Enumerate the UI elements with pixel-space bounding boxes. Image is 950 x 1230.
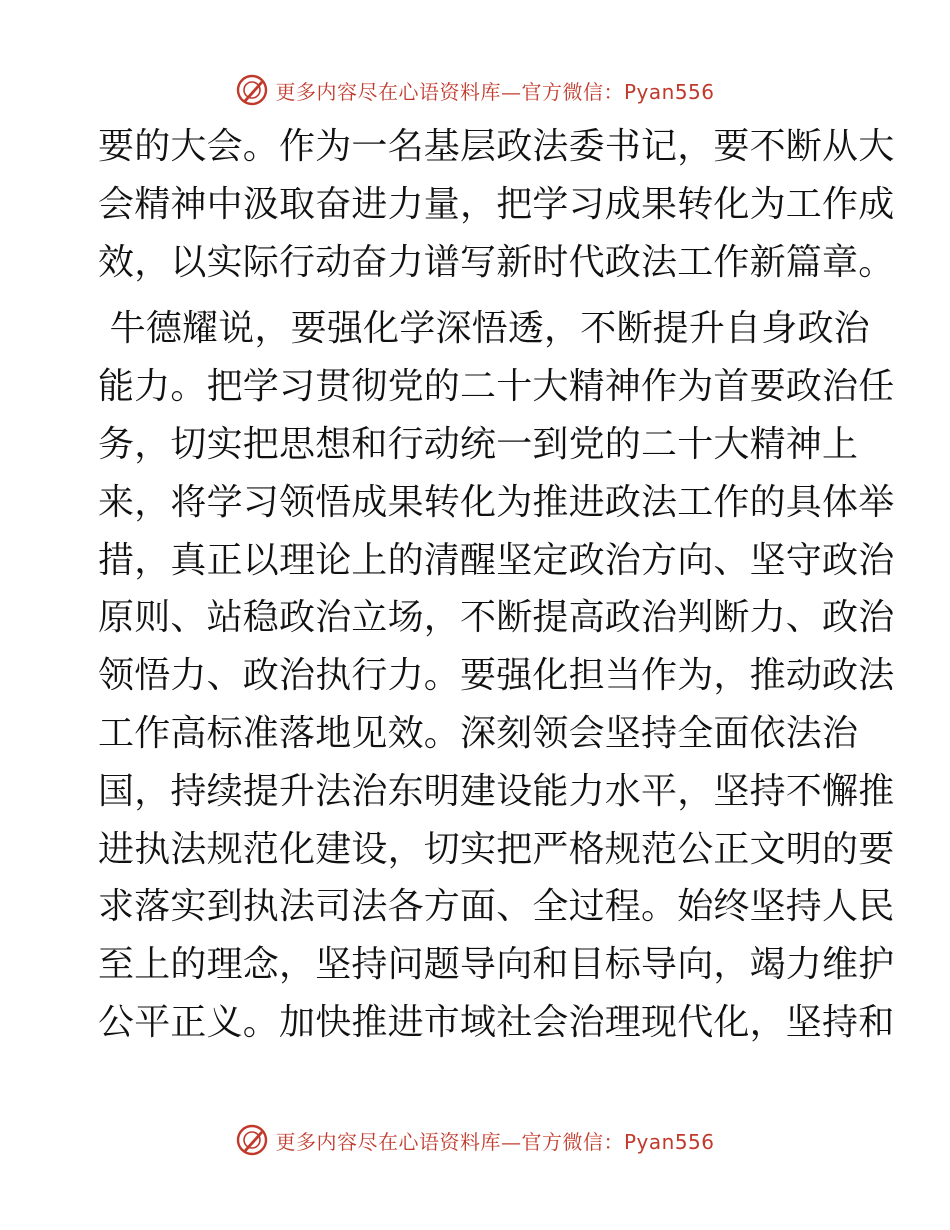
text-line: 能力。把学习贯彻党的二十大精神作为首要政治任 (98, 366, 895, 408)
banner-label: 更多内容尽在心语资料库—官方微信： (275, 79, 624, 104)
text-line: 牛德耀说，要强化学深悟透，不断提升自身政治 (98, 308, 870, 350)
text-line: 公平正义。加快推进市域社会治理现代化，坚持和 (98, 1001, 895, 1043)
text-line: 要的大会。作为一名基层政法委书记，要不断从大 (98, 126, 895, 167)
text-line: 工作高标准落地见效。深刻领会坚持全面依法治 (98, 712, 859, 754)
banner-text (275, 76, 714, 105)
document-body (98, 118, 895, 1052)
text-line: 原则、站稳政治立场，不断提高政治判断力、政治 (98, 597, 895, 639)
text-line: 领悟力、政治执行力。要强化担当作为，推动政法 (98, 655, 895, 697)
banner-text (275, 1126, 714, 1155)
text-line: 会精神中汲取奋进力量，把学习成果转化为工作成 (98, 183, 895, 225)
text-line: 至上的理念，坚持问题导向和目标导向，竭力维护 (98, 944, 895, 986)
logo-icon (235, 1123, 269, 1157)
header-banner (0, 70, 950, 110)
text-line: 求落实到执法司法各方面、全过程。始终坚持人民 (98, 886, 895, 928)
banner-label: 更多内容尽在心语资料库—官方微信： (275, 1129, 624, 1154)
footer-banner (0, 1120, 950, 1160)
text-line: 效，以实际行动奋力谱写新时代政法工作新篇章。 (98, 241, 895, 283)
text-line: 措，真正以理论上的清醒坚定政治方向、坚守政治 (98, 539, 895, 581)
banner-wechat-id: Pyan556 (623, 79, 715, 104)
text-line: 务，切实把思想和行动统一到党的二十大精神上 (98, 423, 859, 465)
text-line: 来，将学习领悟成果转化为推进政法工作的具体举 (98, 481, 895, 523)
text-line: 进执法规范化建设，切实把严格规范公正文明的要 (98, 828, 895, 870)
banner-wechat-id: Pyan556 (623, 1129, 715, 1154)
paragraph-2 (98, 300, 895, 1051)
text-line: 国，持续提升法治东明建设能力水平，坚持不懈推 (98, 770, 895, 812)
paragraph-1 (98, 118, 895, 291)
logo-icon (235, 73, 269, 107)
